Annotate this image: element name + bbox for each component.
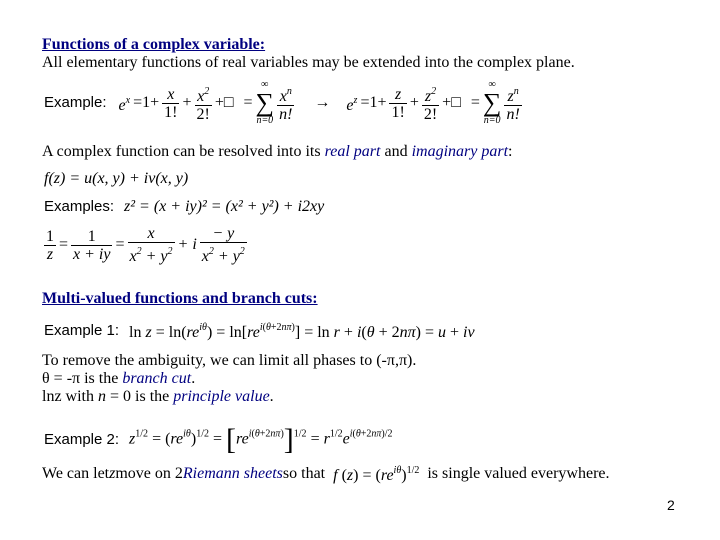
example1-equation: $\ln z = \ln(re^{i\theta}) = \ln[re^{i(\theta+2n\pi)}] = \ln r + i(\theta + 2n\pi) = u$ + iv [129, 322, 475, 341]
principle-value-text: lnz with n = 0 is the principle value. [42, 388, 274, 405]
function-decomposition: f(z) = u(x, y) + iv(x, y) [44, 170, 189, 187]
frac-zn-over-n: $\frac{z^n}{n!}$ [504, 83, 521, 123]
example-label: Example: [44, 94, 107, 111]
imaginary-part-term: imaginary part [411, 143, 509, 160]
example-exponential-series: Example: $e^x$ =1+ $\frac{x}{1!}$ + $\frac{x^2}{2!}$ +□ = ∞ ∑ n=0 $\frac{x^n}{n!}$ → $e^z$ =1+ $\frac{z}{1!}$ + $\frac{z^2}{2!}$ +□ = ∞ ∑ n=0 $\frac{z^n}{n!}$ [44, 79, 520, 126]
examples-label: Examples: [44, 198, 115, 215]
intro-text: All elementary functions of real variables may be extended into the complex plane. [42, 54, 575, 71]
frac-z-over-1: $\frac{z}{1!}$ [391, 85, 405, 121]
page-number: 2 [667, 497, 675, 513]
frac-z2-over-2: $\frac{z^2}{2!}$ [422, 83, 439, 123]
exp-z-lhs: $e^z$ [346, 94, 358, 114]
sum-symbol-2: ∞ ∑ n=0 [482, 79, 502, 126]
riemann-sheets-text: We can let z move on 2 Riemann sheets so that f $(z) = (re^{i\theta})^{1/2}$ is single valued everywhere. [42, 462, 610, 485]
branch-cut-term: branch cut [122, 370, 192, 387]
single-valued-equation: f $(z) = (re^{i\theta})^{1/2}$ [333, 465, 420, 484]
complex-function-text: A complex function can be resolved into its real part and imaginary part: [42, 143, 513, 160]
z-squared-equation: z² = (x + iy)² = (x² + y²) + i2xy [124, 198, 325, 215]
section-heading-complex-variable: Functions of a complex variable: [42, 36, 266, 53]
remove-ambiguity-text: To remove the ambiguity, we can limit all phases to (-π,π). [42, 352, 417, 369]
example2-equation: $z^{1/2} = (re^{i\theta})^{1/2} = [re^{i(\theta+2n\pi)}]^{1/2} = r^{1/2}e^{i(\theta+2n\pi)/2}$ [129, 423, 393, 456]
frac-x-over-1: $\frac{x}{1!}$ [164, 85, 178, 121]
exp-x-lhs: $e^x$ [118, 94, 131, 114]
frac-xn-over-n: $\frac{x^n}{n!}$ [277, 83, 294, 123]
example1-log [44, 319, 475, 342]
real-part-term: real part [324, 143, 381, 160]
arrow-icon: → [314, 94, 331, 111]
example1-label: Example 1: [44, 321, 120, 339]
example2-sqrt [44, 425, 393, 455]
reciprocal-equation: $\frac{1}{z}$ = $\frac{1}{x + iy}$ = $\frac{x}{x^2 + y^2}$ + i $\frac{- y}{x^2 + y^2}$ [46, 225, 245, 265]
sum-symbol: ∞ ∑ n=0 [255, 79, 275, 126]
examples-z-squared [44, 198, 324, 216]
principle-value-term: principle value [173, 388, 270, 405]
riemann-sheets-term: Riemann sheets [182, 464, 283, 482]
example2-label: Example 2: [44, 431, 120, 448]
branch-cut-text: θ = -π is the branch cut. [42, 370, 196, 387]
frac-x2-over-2: $\frac{x^2}{2!}$ [195, 83, 212, 123]
section-heading-branch-cuts: Multi-valued functions and branch cuts: [42, 290, 318, 307]
